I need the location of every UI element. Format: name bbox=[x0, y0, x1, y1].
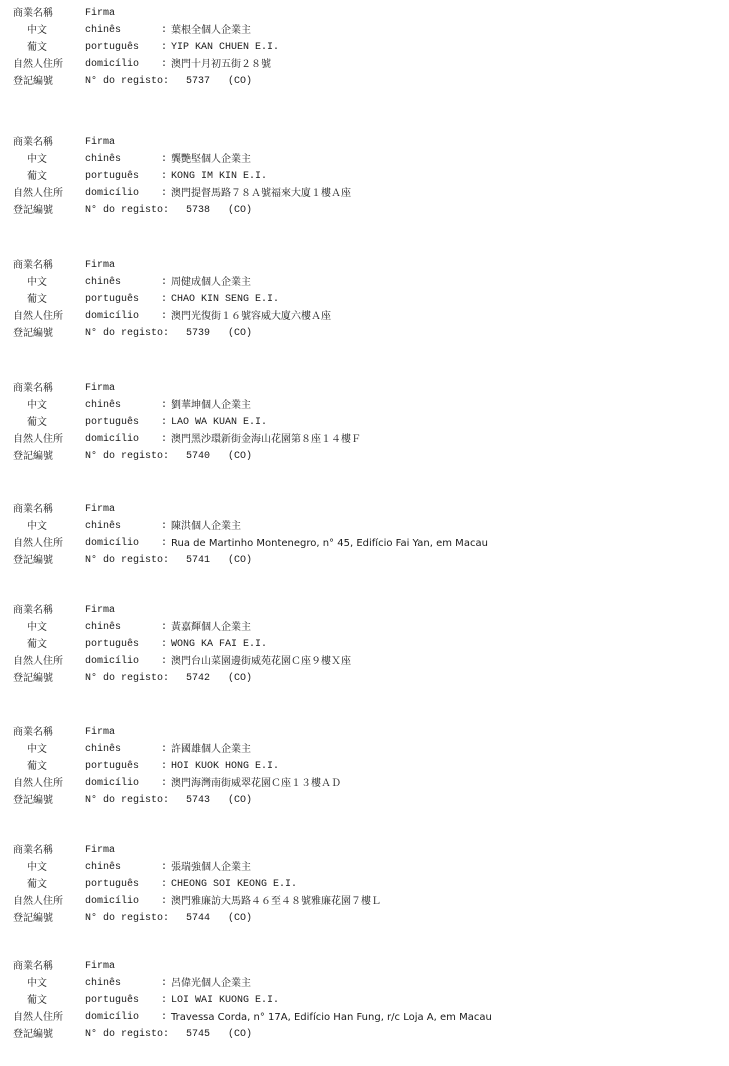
colon: : bbox=[161, 400, 168, 411]
registry-label-pt: N° do registo: bbox=[85, 205, 170, 216]
portuguese-name-value: WONG KA FAI E.I. bbox=[171, 639, 268, 650]
domicile-value: 澳門十月初五街２８號 bbox=[171, 59, 271, 70]
colon: : bbox=[161, 862, 168, 873]
chinese-name-value: 陳洪個人企業主 bbox=[171, 521, 241, 532]
portuguese-name-row bbox=[13, 992, 713, 1009]
domicile-value: Travessa Corda, n° 17A, Edifício Han Fung, r/c Loja A, em Macau bbox=[171, 1012, 492, 1023]
chinese-label-zh: 中文 bbox=[27, 622, 47, 633]
registry-suffix: (CO) bbox=[228, 205, 253, 216]
registry-suffix: (CO) bbox=[228, 1029, 253, 1040]
chinese-label-zh: 中文 bbox=[27, 978, 47, 989]
domicile-label-zh: 自然人住所 bbox=[13, 59, 63, 70]
registry-label-zh: 登記編號 bbox=[13, 451, 53, 462]
portuguese-label-zh: 葡文 bbox=[27, 879, 47, 890]
chinese-label-pt: chinês bbox=[85, 862, 122, 873]
colon: : bbox=[161, 639, 168, 650]
firm-header-row bbox=[13, 257, 713, 274]
colon: : bbox=[161, 778, 168, 789]
domicile-label-zh: 自然人住所 bbox=[13, 1012, 63, 1023]
portuguese-name-row bbox=[13, 758, 713, 775]
chinese-name-value: 龔艷堅個人企業主 bbox=[171, 154, 251, 165]
registry-label-pt: N° do registo: bbox=[85, 555, 170, 566]
registry-label-pt: N° do registo: bbox=[85, 913, 170, 924]
registry-label-zh: 登記編號 bbox=[13, 328, 53, 339]
registry-label-zh: 登記編號 bbox=[13, 795, 53, 806]
portuguese-label-zh: 葡文 bbox=[27, 42, 47, 53]
colon: : bbox=[161, 538, 168, 549]
registry-label-pt: N° do registo: bbox=[85, 795, 170, 806]
registry-label-pt: N° do registo: bbox=[85, 1029, 170, 1040]
firm-label-pt: Firma bbox=[85, 8, 116, 19]
registry-label-pt: N° do registo: bbox=[85, 451, 170, 462]
registry-number: 5742 bbox=[186, 673, 211, 684]
colon: : bbox=[161, 277, 168, 288]
firm-label-pt: Firma bbox=[85, 383, 116, 394]
domicile-value: 澳門光復街１６號容威大廈六樓Ａ座 bbox=[171, 311, 331, 322]
colon: : bbox=[161, 434, 168, 445]
domicile-row bbox=[13, 1009, 713, 1026]
portuguese-label-pt: português bbox=[85, 42, 140, 53]
colon: : bbox=[161, 879, 168, 890]
registry-number: 5739 bbox=[186, 328, 211, 339]
registry-entry bbox=[13, 5, 713, 90]
portuguese-label-zh: 葡文 bbox=[27, 995, 47, 1006]
domicile-label-zh: 自然人住所 bbox=[13, 188, 63, 199]
portuguese-name-value: HOI KUOK HONG E.I. bbox=[171, 761, 280, 772]
registry-label-zh: 登記編號 bbox=[13, 1029, 53, 1040]
portuguese-label-pt: português bbox=[85, 995, 140, 1006]
portuguese-label-pt: português bbox=[85, 879, 140, 890]
firm-label-zh: 商業名稱 bbox=[13, 961, 53, 972]
domicile-value: Rua de Martinho Montenegro, n° 45, Edifício Fai Yan, em Macau bbox=[171, 538, 488, 549]
registry-row bbox=[13, 910, 713, 927]
firm-header-row bbox=[13, 134, 713, 151]
domicile-label-pt: domicílio bbox=[85, 656, 140, 667]
portuguese-label-pt: português bbox=[85, 761, 140, 772]
chinese-label-pt: chinês bbox=[85, 25, 122, 36]
portuguese-name-value: LOI WAI KUONG E.I. bbox=[171, 995, 280, 1006]
registry-suffix: (CO) bbox=[228, 673, 253, 684]
colon: : bbox=[161, 311, 168, 322]
colon: : bbox=[161, 188, 168, 199]
portuguese-name-value: CHEONG SOI KEONG E.I. bbox=[171, 879, 298, 890]
domicile-label-zh: 自然人住所 bbox=[13, 538, 63, 549]
portuguese-label-pt: português bbox=[85, 171, 140, 182]
portuguese-label-pt: português bbox=[85, 417, 140, 428]
domicile-value: 澳門黑沙環新街金海山花園第８座１４樓Ｆ bbox=[171, 434, 361, 445]
domicile-value: 澳門海灣南街威翠花園Ｃ座１３樓ＡＤ bbox=[171, 778, 341, 789]
portuguese-label-zh: 葡文 bbox=[27, 639, 47, 650]
registry-entry bbox=[13, 842, 713, 927]
domicile-label-zh: 自然人住所 bbox=[13, 778, 63, 789]
portuguese-name-value: KONG IM KIN E.I. bbox=[171, 171, 268, 182]
colon: : bbox=[161, 25, 168, 36]
firm-header-row bbox=[13, 724, 713, 741]
registry-number: 5745 bbox=[186, 1029, 211, 1040]
portuguese-name-row bbox=[13, 168, 713, 185]
registry-suffix: (CO) bbox=[228, 795, 253, 806]
portuguese-name-value: YIP KAN CHUEN E.I. bbox=[171, 42, 280, 53]
domicile-row bbox=[13, 56, 713, 73]
firm-header-row bbox=[13, 842, 713, 859]
chinese-name-row bbox=[13, 619, 713, 636]
firm-label-pt: Firma bbox=[85, 845, 116, 856]
domicile-label-pt: domicílio bbox=[85, 538, 140, 549]
chinese-label-pt: chinês bbox=[85, 400, 122, 411]
chinese-name-value: 周健成個人企業主 bbox=[171, 277, 251, 288]
colon: : bbox=[161, 42, 168, 53]
chinese-name-row bbox=[13, 975, 713, 992]
registry-entry bbox=[13, 724, 713, 809]
registry-entry bbox=[13, 380, 713, 465]
registry-number: 5744 bbox=[186, 913, 211, 924]
domicile-label-zh: 自然人住所 bbox=[13, 896, 63, 907]
registry-number: 5737 bbox=[186, 76, 211, 87]
registry-row bbox=[13, 73, 713, 90]
firm-label-pt: Firma bbox=[85, 961, 116, 972]
registry-suffix: (CO) bbox=[228, 76, 253, 87]
domicile-row bbox=[13, 775, 713, 792]
chinese-name-row bbox=[13, 859, 713, 876]
chinese-name-row bbox=[13, 397, 713, 414]
registry-row bbox=[13, 448, 713, 465]
domicile-label-pt: domicílio bbox=[85, 311, 140, 322]
registry-label-pt: N° do registo: bbox=[85, 76, 170, 87]
domicile-value: 澳門提督馬路７８Ａ號福來大廈１樓Ａ座 bbox=[171, 188, 351, 199]
registry-row bbox=[13, 792, 713, 809]
portuguese-name-row bbox=[13, 876, 713, 893]
chinese-label-zh: 中文 bbox=[27, 154, 47, 165]
chinese-name-row bbox=[13, 518, 713, 535]
chinese-label-zh: 中文 bbox=[27, 862, 47, 873]
domicile-value: 澳門台山菜園邊街威苑花園Ｃ座９樓Ｘ座 bbox=[171, 656, 351, 667]
portuguese-label-zh: 葡文 bbox=[27, 294, 47, 305]
domicile-label-pt: domicílio bbox=[85, 188, 140, 199]
registry-label-zh: 登記編號 bbox=[13, 555, 53, 566]
firm-label-pt: Firma bbox=[85, 260, 116, 271]
chinese-name-value: 劉華坤個人企業主 bbox=[171, 400, 251, 411]
chinese-label-zh: 中文 bbox=[27, 744, 47, 755]
portuguese-name-value: LAO WA KUAN E.I. bbox=[171, 417, 268, 428]
portuguese-label-zh: 葡文 bbox=[27, 171, 47, 182]
registry-label-zh: 登記編號 bbox=[13, 76, 53, 87]
colon: : bbox=[161, 417, 168, 428]
chinese-label-pt: chinês bbox=[85, 521, 122, 532]
colon: : bbox=[161, 995, 168, 1006]
registry-label-pt: N° do registo: bbox=[85, 328, 170, 339]
domicile-row bbox=[13, 653, 713, 670]
firm-header-row bbox=[13, 501, 713, 518]
firm-label-zh: 商業名稱 bbox=[13, 605, 53, 616]
chinese-name-value: 黃嘉輝個人企業主 bbox=[171, 622, 251, 633]
chinese-name-value: 許國雄個人企業主 bbox=[171, 744, 251, 755]
domicile-label-pt: domicílio bbox=[85, 896, 140, 907]
portuguese-name-row bbox=[13, 414, 713, 431]
portuguese-name-row bbox=[13, 39, 713, 56]
chinese-label-zh: 中文 bbox=[27, 521, 47, 532]
colon: : bbox=[161, 154, 168, 165]
portuguese-name-row bbox=[13, 636, 713, 653]
portuguese-label-zh: 葡文 bbox=[27, 417, 47, 428]
portuguese-name-row bbox=[13, 291, 713, 308]
domicile-value: 澳門雅廉訪大馬路４６至４８號雅廉花園７樓Ｌ bbox=[171, 896, 381, 907]
registry-row bbox=[13, 552, 713, 569]
domicile-label-zh: 自然人住所 bbox=[13, 434, 63, 445]
registry-label-zh: 登記編號 bbox=[13, 913, 53, 924]
registry-entry bbox=[13, 501, 713, 569]
firm-label-zh: 商業名稱 bbox=[13, 727, 53, 738]
firm-label-zh: 商業名稱 bbox=[13, 8, 53, 19]
chinese-label-pt: chinês bbox=[85, 277, 122, 288]
domicile-label-zh: 自然人住所 bbox=[13, 311, 63, 322]
colon: : bbox=[161, 744, 168, 755]
domicile-label-pt: domicílio bbox=[85, 778, 140, 789]
colon: : bbox=[161, 1012, 168, 1023]
chinese-label-pt: chinês bbox=[85, 622, 122, 633]
firm-label-pt: Firma bbox=[85, 504, 116, 515]
colon: : bbox=[161, 171, 168, 182]
registry-number: 5743 bbox=[186, 795, 211, 806]
chinese-label-pt: chinês bbox=[85, 978, 122, 989]
colon: : bbox=[161, 761, 168, 772]
registry-suffix: (CO) bbox=[228, 451, 253, 462]
firm-label-zh: 商業名稱 bbox=[13, 383, 53, 394]
registry-label-zh: 登記編號 bbox=[13, 673, 53, 684]
portuguese-name-value: CHAO KIN SENG E.I. bbox=[171, 294, 280, 305]
firm-label-pt: Firma bbox=[85, 137, 116, 148]
domicile-label-zh: 自然人住所 bbox=[13, 656, 63, 667]
domicile-label-pt: domicílio bbox=[85, 59, 140, 70]
registry-number: 5741 bbox=[186, 555, 211, 566]
firm-label-zh: 商業名稱 bbox=[13, 504, 53, 515]
registry-entry bbox=[13, 257, 713, 342]
firm-label-zh: 商業名稱 bbox=[13, 137, 53, 148]
registry-number: 5740 bbox=[186, 451, 211, 462]
registry-number: 5738 bbox=[186, 205, 211, 216]
colon: : bbox=[161, 294, 168, 305]
chinese-name-row bbox=[13, 274, 713, 291]
domicile-row bbox=[13, 431, 713, 448]
colon: : bbox=[161, 978, 168, 989]
firm-header-row bbox=[13, 5, 713, 22]
chinese-name-value: 張瑞強個人企業主 bbox=[171, 862, 251, 873]
registry-entry bbox=[13, 958, 713, 1043]
registry-row bbox=[13, 325, 713, 342]
registry-entry bbox=[13, 602, 713, 687]
chinese-label-pt: chinês bbox=[85, 154, 122, 165]
chinese-label-zh: 中文 bbox=[27, 400, 47, 411]
colon: : bbox=[161, 521, 168, 532]
chinese-name-value: 呂偉光個人企業主 bbox=[171, 978, 251, 989]
registry-row bbox=[13, 202, 713, 219]
registry-row bbox=[13, 1026, 713, 1043]
registry-suffix: (CO) bbox=[228, 555, 253, 566]
colon: : bbox=[161, 896, 168, 907]
domicile-row bbox=[13, 893, 713, 910]
portuguese-label-pt: português bbox=[85, 294, 140, 305]
domicile-row bbox=[13, 308, 713, 325]
chinese-label-zh: 中文 bbox=[27, 25, 47, 36]
chinese-name-row bbox=[13, 22, 713, 39]
colon: : bbox=[161, 656, 168, 667]
domicile-row bbox=[13, 535, 713, 552]
firm-label-pt: Firma bbox=[85, 727, 116, 738]
chinese-name-row bbox=[13, 741, 713, 758]
firm-label-zh: 商業名稱 bbox=[13, 260, 53, 271]
registry-row bbox=[13, 670, 713, 687]
domicile-label-pt: domicílio bbox=[85, 434, 140, 445]
registry-label-pt: N° do registo: bbox=[85, 673, 170, 684]
domicile-row bbox=[13, 185, 713, 202]
firm-label-pt: Firma bbox=[85, 605, 116, 616]
portuguese-label-zh: 葡文 bbox=[27, 761, 47, 772]
firm-header-row bbox=[13, 380, 713, 397]
colon: : bbox=[161, 59, 168, 70]
chinese-label-zh: 中文 bbox=[27, 277, 47, 288]
registry-suffix: (CO) bbox=[228, 913, 253, 924]
chinese-name-row bbox=[13, 151, 713, 168]
firm-header-row bbox=[13, 602, 713, 619]
registry-label-zh: 登記編號 bbox=[13, 205, 53, 216]
firm-header-row bbox=[13, 958, 713, 975]
registry-suffix: (CO) bbox=[228, 328, 253, 339]
firm-label-zh: 商業名稱 bbox=[13, 845, 53, 856]
registry-entry bbox=[13, 134, 713, 219]
colon: : bbox=[161, 622, 168, 633]
chinese-name-value: 葉根全個人企業主 bbox=[171, 25, 251, 36]
domicile-label-pt: domicílio bbox=[85, 1012, 140, 1023]
portuguese-label-pt: português bbox=[85, 639, 140, 650]
chinese-label-pt: chinês bbox=[85, 744, 122, 755]
